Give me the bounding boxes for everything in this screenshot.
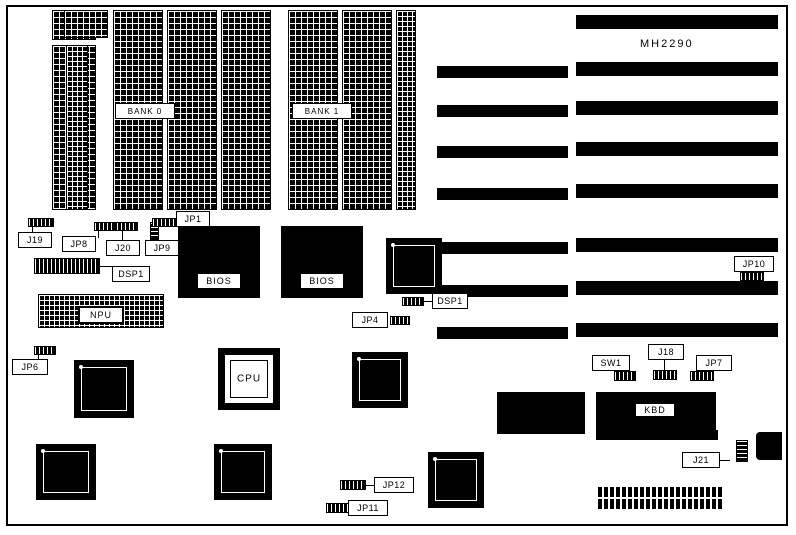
expansion-slot-short-1[interactable] [437,66,568,78]
cpu-label: CPU [236,373,262,385]
bank0-label: BANK 0 [115,103,175,119]
callout-jp12: JP12 [374,477,414,493]
jumper-j20-pins[interactable] [116,222,138,231]
leader-dsp1 [100,266,112,267]
jumper-jp4-pins[interactable] [402,297,424,306]
io-controller-block [497,392,585,434]
callout-dsp1: DSP1 [112,266,150,282]
callout-jp10: JP10 [734,256,774,272]
callout-jp7: JP7 [696,355,732,371]
leader-j18 [664,360,665,370]
callout-j20: J20 [106,240,140,256]
expansion-slot-short-3[interactable] [437,146,568,158]
expansion-slot-2[interactable] [576,62,778,76]
callout-j19: J19 [18,232,52,248]
chipset-ic-6 [428,452,484,508]
expansion-slot-5[interactable] [576,184,778,198]
switch-sw1-pins[interactable] [614,371,636,381]
jumper-jp6-pins[interactable] [34,346,56,355]
board-model-label: MH2290 [640,38,694,50]
callout-j18: J18 [648,344,684,360]
jumper-jp1-pins[interactable] [152,218,176,227]
leader-jp12 [366,485,374,486]
connector-pins[interactable] [736,440,748,462]
dsp1-dip-switch[interactable] [34,258,100,274]
chipset-ic-1 [386,238,442,294]
expansion-slot-8[interactable] [576,323,778,337]
jumper-j18-pins[interactable] [653,370,677,380]
npu-label: NPU [78,306,124,324]
callout-jp6: JP6 [12,359,48,375]
expansion-slot-short-4[interactable] [437,188,568,200]
expansion-slot-short-7[interactable] [437,327,568,339]
jumper-jp7-pins[interactable] [690,371,714,381]
jumper-j19-pins[interactable] [28,218,54,227]
leader-j21 [720,460,730,461]
jumper-jp5-pins[interactable] [390,316,410,325]
expansion-slot-4[interactable] [576,142,778,156]
expansion-slot-short-5[interactable] [437,242,568,254]
bank1-label: BANK 1 [292,103,352,119]
expansion-slot-1[interactable] [576,15,778,29]
cpu-socket [218,348,280,410]
keyboard-controller-pins [596,430,718,440]
memory-simm-bank1-c [396,10,416,210]
callout-jp5: JP4 [352,312,388,328]
jumper-jp11-pins[interactable] [326,503,350,513]
expansion-slot-3[interactable] [576,101,778,115]
expansion-slot-7[interactable] [576,281,778,295]
callout-jp4: DSP1 [432,293,468,309]
chipset-ic-3 [352,352,408,408]
callout-jp8: JP8 [62,236,96,252]
bios-label-1: BIOS [196,272,242,290]
chipset-ic-2 [74,360,134,418]
keyboard-din-connector[interactable] [756,432,782,460]
kbd-label: KBD [634,402,676,418]
callout-jp9: JP9 [145,240,179,256]
jumper-jp8-pins[interactable] [94,222,116,231]
memory-dip-array-2 [64,10,108,38]
chipset-ic-4 [36,444,96,500]
memory-simm-bank0-c [221,10,271,210]
leader-jp8 [98,231,99,238]
expansion-slot-short-2[interactable] [437,105,568,117]
io-pin-header[interactable] [596,485,724,509]
expansion-slot-6[interactable] [576,238,778,252]
callout-jp1: JP1 [176,211,210,227]
jumper-jp12-pins[interactable] [340,480,366,490]
jumper-jp10-pins[interactable] [740,272,764,281]
bios-label-2: BIOS [299,272,345,290]
chipset-ic-5 [214,444,272,500]
leader-jp4 [424,301,432,302]
callout-jp11: JP11 [348,500,388,516]
callout-j21: J21 [682,452,720,468]
memory-dip-array-3 [66,45,88,210]
callout-sw1: SW1 [592,355,630,371]
